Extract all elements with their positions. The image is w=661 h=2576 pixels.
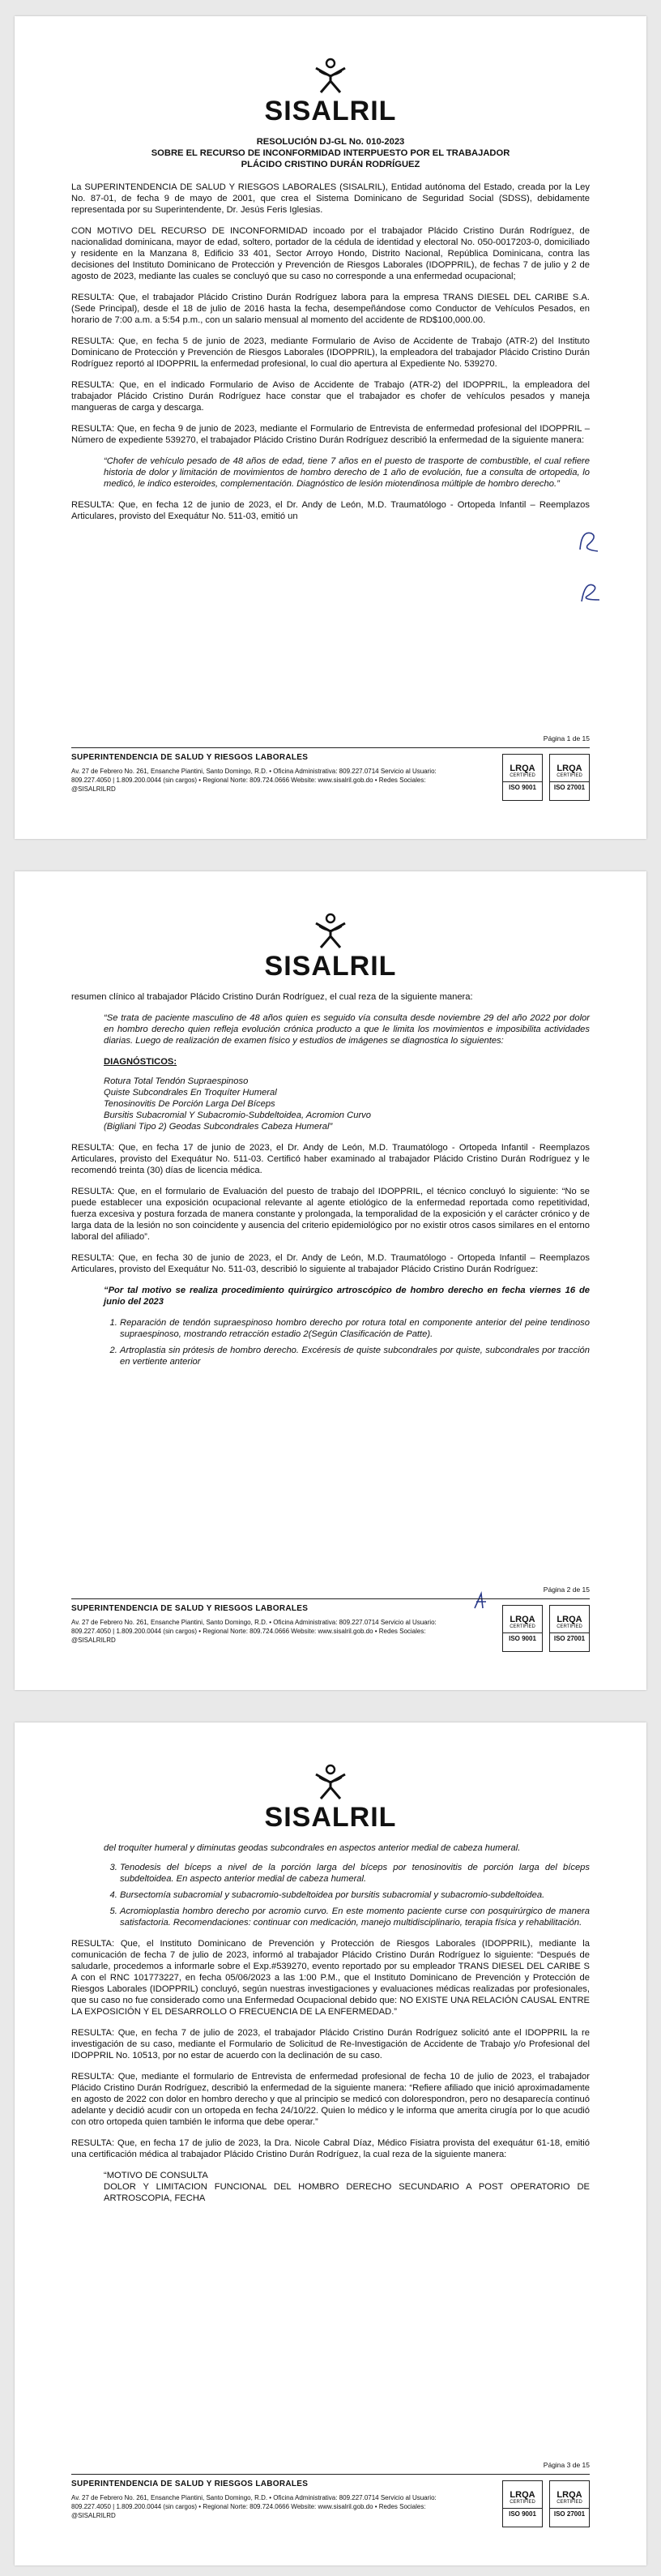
list-item: 2. Artroplastia sin prótesis de hombro derecho. Excéresis de quiste subcondrales por quiste, subcondrales por tracción en vertiente anterior — [120, 1345, 590, 1367]
footer-divider — [71, 747, 590, 748]
footer-address: Av. 27 de Febrero No. 261, Ensanche Piantini, Santo Domingo, R.D. • Oficina Administrativa: 809.227.0714 Servicio al Usuario: 809.227.4050 | 1.809.200.0044 (sin cargos) • Regional Norte: 809.724.0666 Website: www.sisalril.gob.do • Redes Sociales: @SISALRILRD — [71, 2494, 437, 2519]
page-footer — [71, 2461, 590, 2551]
logo-text: SISALRIL — [264, 951, 397, 982]
paragraph: RESULTA: Que, en fecha 7 de julio de 2023, el trabajador Plácido Cristino Durán Rodríguez solicitó ante el IDOPPRIL la re investigación de su caso, mediante el Formulario de Solicitud de Re-Investigación de Accidente de Trabajo y/o Profesional del IDOPPRIL No. 10513, por no estar de acuerdo con la declinación de su caso. — [71, 2028, 590, 2060]
logo-text: SISALRIL — [264, 1802, 397, 1833]
certification-badges — [502, 754, 590, 801]
diagnosis-line: Tenosinovitis De Porción Larga Del Bíceps — [104, 1099, 275, 1109]
paragraph: RESULTA: Que, en fecha 12 de junio de 2023, el Dr. Andy de León, M.D. Traumatólogo - Ortopeda Infantil – Reemplazos Articulares, provisto del Exequátur No. 511-03, emitió un — [71, 500, 590, 521]
procedure-list — [104, 1862, 590, 1928]
sisalril-logo — [15, 910, 646, 982]
paragraph: RESULTA: Que, en el indicado Formulario de Aviso de Accidente de Trabajo (ATR-2) del IDOPPRIL, la empleadora del trabajador Plácido Cristino Durán Rodríguez hace constar que el trabajador es chofer de vehículos pesados y maneja mangueras de carga y descarga. — [71, 380, 590, 413]
footer-org-name: SUPERINTENDENCIA DE SALUD Y RIESGOS LABORALES — [71, 1604, 309, 1613]
resolution-number: RESOLUCIÓN DJ-GL No. 010-2023 — [256, 137, 405, 147]
footer-address: Av. 27 de Febrero No. 261, Ensanche Piantini, Santo Domingo, R.D. • Oficina Administrativa: 809.227.0714 Servicio al Usuario: 809.227.4050 | 1.809.200.0044 (sin cargos) • Regional Norte: 809.724.0666 Website: www.sisalril.gob.do • Redes Sociales: @SISALRILRD — [71, 768, 437, 793]
quoted-certification: “MOTIVO DE CONSULTA DOLOR Y LIMITACION FUNCIONAL DEL HOMBRO DERECHO SECUNDARIO A POST OPERATORIO DE ARTROSCOPIA, FECHA — [104, 2171, 590, 2203]
footer-divider — [71, 1598, 590, 1599]
procedure-list — [104, 1317, 590, 1367]
sisalril-emblem-icon — [313, 55, 348, 94]
resolution-subject-1: SOBRE EL RECURSO DE INCONFORMIDAD INTERPUESTO POR EL TRABAJADOR — [151, 148, 510, 158]
initials-signature-icon — [574, 576, 606, 608]
page-2-body — [71, 991, 590, 1377]
sisalril-emblem-icon — [313, 1761, 348, 1800]
sisalril-logo — [15, 1761, 646, 1834]
iso-27001-badge: LRQA CERTIFIED ISO 27001 — [549, 754, 590, 801]
resolution-title — [71, 136, 590, 170]
certification-badges — [502, 2480, 590, 2527]
page-footer — [71, 734, 590, 824]
list-item: 4. Bursectomía subacromial y subacromio-subdeltoidea por bursitis subacromial y subacromio-subdeltoidea. — [120, 1889, 590, 1901]
diagnosis-line: (Bigliani Tipo 2) Geodas Subcondrales Cabeza Humeral” — [104, 1122, 333, 1132]
list-item: 1. Reparación de tendón supraespinoso hombro derecho por rotura total en componente anterior del peine tendinoso supraespinoso, mostrando retracción estadio 2(Según Clasificación de Patte). — [120, 1317, 590, 1340]
certification-badges — [502, 1605, 590, 1652]
footer-org-name: SUPERINTENDENCIA DE SALUD Y RIESGOS LABORALES — [71, 2480, 309, 2488]
iso-9001-badge: LRQA CERTIFIED ISO 9001 — [502, 1605, 543, 1652]
iso-9001-badge: LRQA CERTIFIED ISO 9001 — [502, 754, 543, 801]
sisalril-emblem-icon — [313, 910, 348, 949]
paragraph: RESULTA: Que, el Instituto Dominicano de Prevención y Protección de Riesgos Laborales (IDOPPRIL), mediante la comunicación de fecha 7 de julio de 2023, informó al trabajador Plácido Cristino Durán Rodríguez lo siguiente: “Después de saludarle, procedemos a informarle sobre el Exp.#539270, evento reportado por su empleador TRANS DIESEL DEL CARIBE S A con el RNC 101773227, en fecha 05/06/2023 a las 1:00 P.M., que el Instituto Dominicano de Prevención y Protección de Riesgos Laborales (IDOPPRIL) concluyó, según nuestras investigaciones y evaluaciones médicas realizadas por profesionales, que su caso no fue considerado como una Enfermedad Ocupacional debido que: NO EXISTE UNA RELACIÓN CAUSAL ENTRE LA EXPOSICIÓN Y EL DESARROLLO O FRECUENCIA DE LA ENFERMEDAD.” — [71, 1939, 590, 2017]
paragraph: resumen clínico al trabajador Plácido Cristino Durán Rodríguez, el cual reza de la siguiente manera: — [71, 992, 473, 1002]
footer-address: Av. 27 de Febrero No. 261, Ensanche Piantini, Santo Domingo, R.D. • Oficina Administrativa: 809.227.0714 Servicio al Usuario: 809.227.4050 | 1.809.200.0044 (sin cargos) • Regional Norte: 809.724.0666 Website: www.sisalril.gob.do • Redes Sociales: @SISALRILRD — [71, 1619, 437, 1644]
list-item: 3. Tenodesis del bíceps a nivel de la porción larga del bíceps por tenosinovitis de porción larga del bíceps subdeltoidea. En aspecto anterior medial de cabeza humeral. — [120, 1862, 590, 1885]
resolution-subject-2: PLÁCIDO CRISTINO DURÁN RODRÍGUEZ — [241, 160, 420, 169]
page-number: Página 3 de 15 — [543, 2461, 590, 2469]
logo-text: SISALRIL — [264, 96, 397, 126]
document-page-3 — [15, 1722, 646, 2565]
list-item: 5. Acromioplastia hombro derecho por acromio curvo. En este momento paciente curse con posquirúrgico de manera satisfactoria. Recomendaciones: continuar con medicación, manejo multidisciplinario, terapia física y rehabilitación. — [120, 1906, 590, 1928]
diagnosis-block — [104, 1056, 590, 1132]
paragraph: RESULTA: Que, en fecha 9 de junio de 2023, mediante el Formulario de Entrevista de enfermedad profesional del IDOPPRIL – Número de expediente 539270, el trabajador Plácido Cristino Durán Rodríguez describió la enfermedad de la siguiente manera: — [71, 424, 590, 445]
page-1-body — [71, 136, 590, 532]
paragraph: RESULTA: Que, en fecha 17 de junio de 2023, el Dr. Andy de León, M.D. Traumatólogo - Ortopeda Infantil - Reemplazos Articulares, provisto del Exequátur No. 511-03. Certificó haber examinado al trabajador Plácido Cristino Durán Rodríguez y le recomendó treinta (30) días de licencia médica. — [71, 1143, 590, 1175]
paragraph: La SUPERINTENDENCIA DE SALUD Y RIESGOS LABORALES (SISALRIL), Entidad autónoma del Estado, creada por la Ley No. 87-01, de fecha 9 de mayo de 2001, que crea el Sistema Dominicano de Seguridad Social (SDSS), debidamente representada por su Superintendente, Dr. Jesús Feris Iglesias. — [71, 182, 590, 215]
quoted-procedure-intro: “Por tal motivo se realiza procedimiento quirúrgico artroscópico de hombro derecho en fecha viernes 16 de junio del 2023 — [104, 1286, 590, 1307]
diagnosis-line: Rotura Total Tendón Supraespinoso — [104, 1076, 249, 1086]
document-page-1 — [15, 16, 646, 839]
document-page-2 — [15, 871, 646, 1690]
page-3-body — [71, 1842, 590, 2214]
iso-27001-badge: LRQA CERTIFIED ISO 27001 — [549, 2480, 590, 2527]
diagnosis-line: Quiste Subcondrales En Troquíter Humeral — [104, 1088, 277, 1098]
iso-27001-badge: LRQA CERTIFIED ISO 27001 — [549, 1605, 590, 1652]
sisalril-logo — [15, 55, 646, 127]
quoted-clinical-summary: “Se trata de paciente masculino de 48 años quien es seguido vía consulta desde noviembre 29 del año 2022 por dolor en hombro derecho quien refleja evolución crónica producto a que le limita los movimientos e imposibilita actividades diarias. Luego de realización de examen físico y estudios de imágenes se diagnostica lo siguientes: — [104, 1013, 590, 1046]
paragraph: RESULTA: Que, en fecha 30 de junio de 2023, el Dr. Andy de León, M.D. Traumatólogo - Ortopeda Infantil – Reemplazos Articulares, provisto del Exequátur No. 511-03, describió lo siguiente al trabajador Plácido Cristino Durán Rodríguez: — [71, 1253, 590, 1274]
diagnosis-line: Bursitis Subacromial Y Subacromio-Subdeltoidea, Acromion Curvo — [104, 1110, 371, 1120]
footer-divider — [71, 2474, 590, 2475]
paragraph: RESULTA: Que, en fecha 17 de julio de 2023, la Dra. Nicole Cabral Díaz, Médico Fisiatra provista del exequátur 61-18, emitió una certificación médica al trabajador Plácido Cristino Durán Rodríguez, la cual reza de la siguiente manera: — [71, 2138, 590, 2159]
page-footer — [71, 1585, 590, 1675]
paragraph: RESULTA: Que, el trabajador Plácido Cristino Durán Rodríguez labora para la empresa TRANS DIESEL DEL CARIBE S.A. (Sede Principal), desde el 18 de julio de 2016 hasta la fecha, desempeñándose como Conductor de Vehículos Pesados, en horario de 7:00 a.m. a 5:54 p.m., con un salario mensual al momento del accidente de RD$100,000.00. — [71, 293, 590, 325]
page-number: Página 2 de 15 — [543, 1585, 590, 1594]
iso-9001-badge: LRQA CERTIFIED ISO 9001 — [502, 2480, 543, 2527]
paragraph: RESULTA: Que, en el formulario de Evaluación del puesto de trabajo del IDOPPRIL, el técnico concluyó lo siguiente: “No se puede establecer una exposición ocupacional relevante al agente etiológico de la enfermedad reportada como repetitividad, fuerza excesiva y postura forzada de manera constante y prolongada, la temporalidad de la exposición y el carácter crónico y de larga data de la lesión no son coincidente y ausencia del criterio epidemiológico por no existir otros casos similares en el entorno laboral del afiliado”. — [71, 1187, 590, 1242]
initials-signature-icon — [574, 525, 606, 558]
footer-org-name: SUPERINTENDENCIA DE SALUD Y RIESGOS LABORALES — [71, 753, 309, 762]
diagnosis-heading: DIAGNÓSTICOS: — [104, 1057, 177, 1067]
paragraph: CON MOTIVO DEL RECURSO DE INCONFORMIDAD incoado por el trabajador Plácido Cristino Durán Rodríguez, de nacionalidad dominicana, mayor de edad, soltero, portador de la cédula de identidad y electoral No. 050-0017203-0, domiciliado y residente en la Manzana 8, Edificio 33 401, Sector Arroyo Hondo, Distrito Nacional, República Dominicana, contra las decisiones del Instituto Dominicano de Protección y Prevención de Riesgos Laborales (IDOPPRIL), de fechas 7 de julio y 2 de agosto de 2023, mediante las cuales se concluyó que su caso no corresponde a una enfermedad ocupacional; — [71, 226, 590, 281]
quoted-description: “Chofer de vehículo pesado de 48 años de edad, tiene 7 años en el puesto de trasporte de combustible, el cual refiere historia de dolor y limitación de movimientos de hombro derecho de 1 año de evolución, fue a consulta de ortopedia, lo medicó, le indico esteroides, complementación. Diagnóstico de lesión miotendinosa múltiple de hombro derecho.” — [104, 456, 590, 489]
list-continuation: del troquíter humeral y diminutas geodas subcondrales en aspectos anterior medial de cabeza humeral. — [104, 1843, 521, 1853]
paragraph: RESULTA: Que, en fecha 5 de junio de 2023, mediante Formulario de Aviso de Accidente de Trabajo (ATR-2) del Instituto Dominicano de Protección y Prevención de Riesgos Laborales (IDOPPRIL), la empleadora del trabajador Plácido Cristino Durán Rodríguez reportó al IDOPPRIL la enfermedad profesional, lo cual dio apertura al Expediente No. 539270. — [71, 336, 590, 369]
page-number: Página 1 de 15 — [543, 734, 590, 742]
paragraph: RESULTA: Que, mediante el formulario de Entrevista de enfermedad profesional de fecha 10 de julio de 2023, el trabajador Plácido Cristino Durán Rodríguez, describió la enfermedad de la siguiente manera: “Refiere afiliado que inició aproximadamente en agosto de 2022 con dolor en hombro derecho y que al principio se medicó con dolorespondron, pero no desaparecía continuó adelante y decidió acudir con un ortopeda en fecha 24/10/22. Quien lo médico y le informa que amerita cirugía por lo que acudió con otro ortopeda quien también le informa que debe operar.” — [71, 2072, 590, 2127]
